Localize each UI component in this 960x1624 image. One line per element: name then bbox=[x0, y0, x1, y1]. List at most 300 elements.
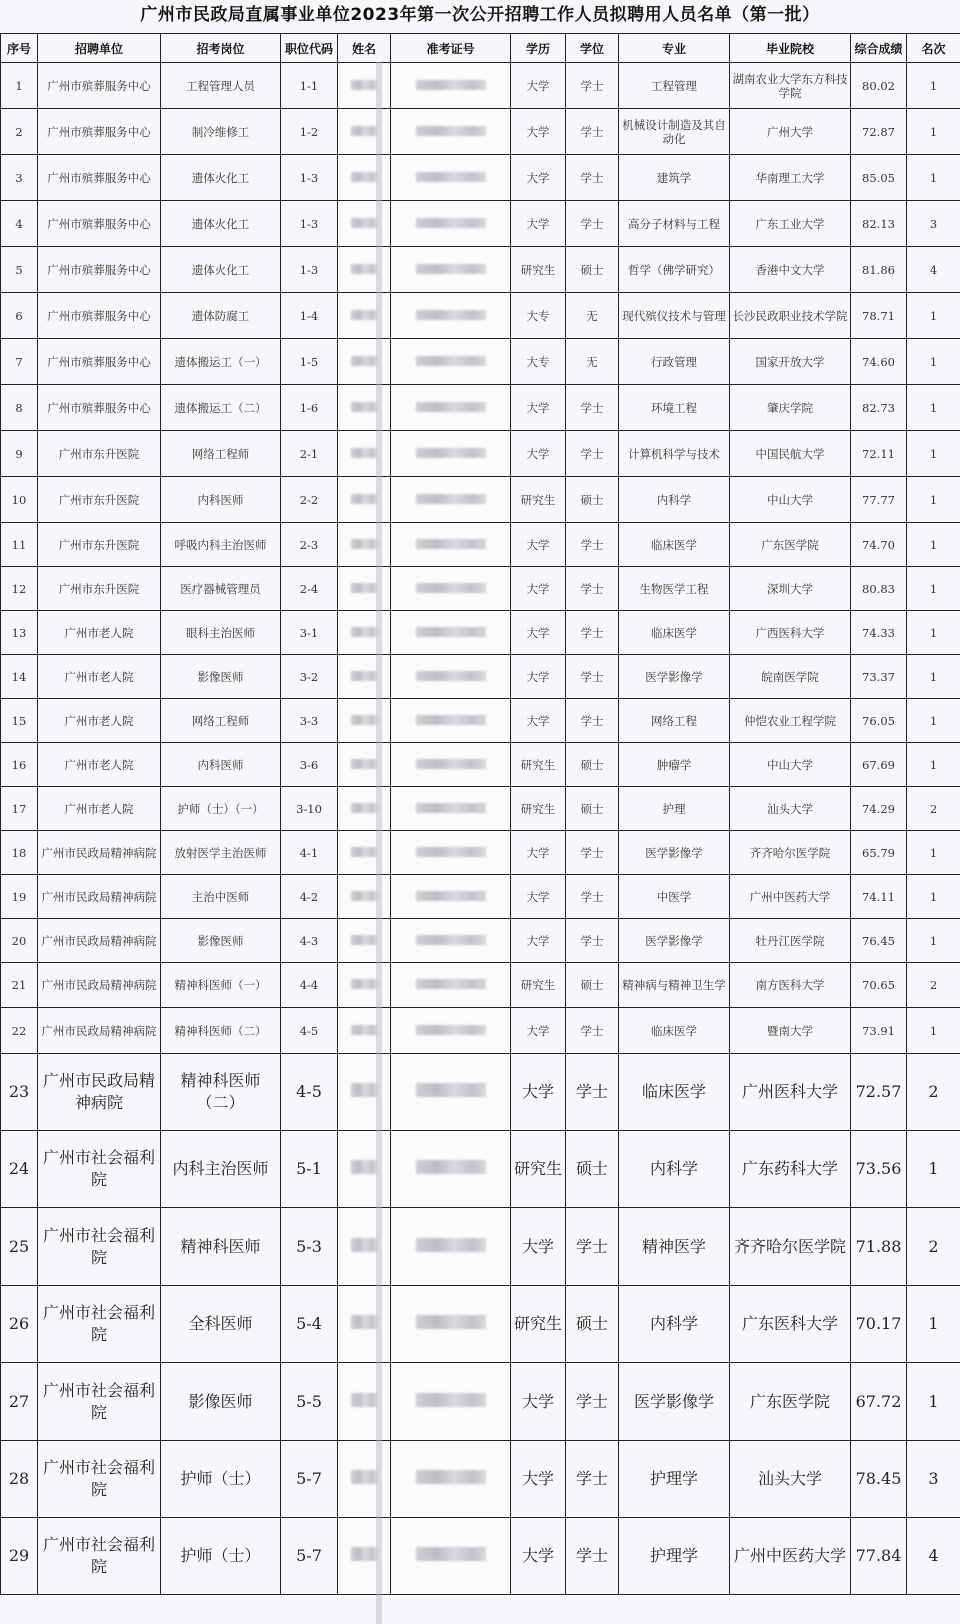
table-row bbox=[1, 523, 960, 567]
degree: 学士 bbox=[566, 523, 619, 567]
composite-score: 76.05 bbox=[851, 699, 907, 743]
recruiting-unit: 广州市老人院 bbox=[38, 611, 161, 655]
major: 医学影像学 bbox=[619, 831, 730, 875]
position: 主治中医师 bbox=[161, 875, 281, 919]
table-row bbox=[1, 293, 960, 339]
position: 精神科医师 bbox=[161, 1208, 281, 1286]
redacted-name-blur bbox=[351, 715, 377, 725]
row-number: 20 bbox=[1, 919, 38, 963]
rank: 1 bbox=[907, 1286, 960, 1363]
composite-score: 65.79 bbox=[851, 831, 907, 875]
position-code: 4-1 bbox=[281, 831, 338, 875]
rank: 1 bbox=[907, 655, 960, 699]
candidate-name bbox=[338, 655, 391, 699]
degree: 硕士 bbox=[566, 1286, 619, 1363]
graduate-school: 华南理工大学 bbox=[730, 155, 851, 201]
redacted-exam-id-blur bbox=[416, 979, 486, 989]
education: 大专 bbox=[511, 339, 566, 385]
rank: 3 bbox=[907, 201, 960, 247]
header-row bbox=[1, 34, 960, 63]
redacted-exam-id-blur bbox=[416, 671, 486, 681]
table-row bbox=[1, 1363, 960, 1441]
degree: 学士 bbox=[566, 201, 619, 247]
redacted-exam-id-blur bbox=[416, 539, 486, 549]
graduate-school: 中山大学 bbox=[730, 743, 851, 787]
exam-number bbox=[391, 63, 511, 109]
col-header-score: 综合成绩 bbox=[851, 34, 907, 63]
redacted-exam-id-blur bbox=[416, 448, 486, 458]
exam-number bbox=[391, 1008, 511, 1054]
exam-number bbox=[391, 477, 511, 523]
row-number: 6 bbox=[1, 293, 38, 339]
major: 中医学 bbox=[619, 875, 730, 919]
candidate-name bbox=[338, 109, 391, 155]
graduate-school: 牡丹江医学院 bbox=[730, 919, 851, 963]
position: 内科主治医师 bbox=[161, 1131, 281, 1208]
redacted-name-blur bbox=[351, 126, 377, 136]
redacted-name-blur bbox=[351, 979, 377, 989]
recruiting-unit: 广州市社会福利院 bbox=[38, 1131, 161, 1208]
exam-number bbox=[391, 919, 511, 963]
candidate-name bbox=[338, 831, 391, 875]
candidate-name bbox=[338, 247, 391, 293]
position: 护师（士）（一） bbox=[161, 787, 281, 831]
rank: 1 bbox=[907, 339, 960, 385]
degree: 无 bbox=[566, 339, 619, 385]
exam-number bbox=[391, 963, 511, 1008]
education: 大学 bbox=[511, 875, 566, 919]
redacted-name-blur bbox=[351, 448, 377, 458]
exam-number bbox=[391, 1441, 511, 1518]
position-code: 1-3 bbox=[281, 247, 338, 293]
recruiting-unit: 广州市殡葬服务中心 bbox=[38, 385, 161, 431]
major: 内科学 bbox=[619, 477, 730, 523]
row-number: 11 bbox=[1, 523, 38, 567]
table-row bbox=[1, 1441, 960, 1518]
row-number: 8 bbox=[1, 385, 38, 431]
recruiting-unit: 广州市殡葬服务中心 bbox=[38, 293, 161, 339]
recruiting-unit: 广州市殡葬服务中心 bbox=[38, 155, 161, 201]
position-code: 3-6 bbox=[281, 743, 338, 787]
candidate-name bbox=[338, 787, 391, 831]
composite-score: 72.11 bbox=[851, 431, 907, 477]
recruiting-unit: 广州市民政局精神病院 bbox=[38, 919, 161, 963]
graduate-school: 皖南医学院 bbox=[730, 655, 851, 699]
education: 研究生 bbox=[511, 1286, 566, 1363]
graduate-school: 广东医学院 bbox=[730, 523, 851, 567]
redacted-name-blur bbox=[351, 935, 377, 945]
education: 大专 bbox=[511, 293, 566, 339]
row-number: 2 bbox=[1, 109, 38, 155]
recruiting-unit: 广州市社会福利院 bbox=[38, 1363, 161, 1441]
rank: 2 bbox=[907, 1208, 960, 1286]
col-header-degree: 学位 bbox=[566, 34, 619, 63]
degree: 学士 bbox=[566, 567, 619, 611]
degree: 学士 bbox=[566, 1441, 619, 1518]
table-row bbox=[1, 339, 960, 385]
redacted-exam-id-blur bbox=[416, 310, 486, 320]
composite-score: 73.37 bbox=[851, 655, 907, 699]
rank: 1 bbox=[907, 155, 960, 201]
redacted-exam-id-blur bbox=[416, 1547, 486, 1561]
rank: 1 bbox=[907, 293, 960, 339]
col-header-rank: 名次 bbox=[907, 34, 960, 63]
row-number: 1 bbox=[1, 63, 38, 109]
education: 大学 bbox=[511, 109, 566, 155]
exam-number bbox=[391, 1363, 511, 1441]
hiring-list-table bbox=[0, 33, 960, 1595]
position-code: 3-2 bbox=[281, 655, 338, 699]
recruiting-unit: 广州市民政局精神病院 bbox=[38, 1008, 161, 1054]
degree: 学士 bbox=[566, 699, 619, 743]
graduate-school: 广州大学 bbox=[730, 109, 851, 155]
rank: 1 bbox=[907, 831, 960, 875]
rank: 4 bbox=[907, 247, 960, 293]
position: 影像医师 bbox=[161, 655, 281, 699]
graduate-school: 肇庆学院 bbox=[730, 385, 851, 431]
candidate-name bbox=[338, 1054, 391, 1131]
row-number: 24 bbox=[1, 1131, 38, 1208]
redacted-exam-id-blur bbox=[416, 627, 486, 637]
composite-score: 77.84 bbox=[851, 1518, 907, 1595]
degree: 学士 bbox=[566, 919, 619, 963]
rank: 1 bbox=[907, 431, 960, 477]
row-number: 15 bbox=[1, 699, 38, 743]
exam-number bbox=[391, 1054, 511, 1131]
degree: 学士 bbox=[566, 63, 619, 109]
composite-score: 78.71 bbox=[851, 293, 907, 339]
col-header-no: 序号 bbox=[1, 34, 38, 63]
exam-number bbox=[391, 523, 511, 567]
position-code: 5-5 bbox=[281, 1363, 338, 1441]
degree: 学士 bbox=[566, 1054, 619, 1131]
degree: 硕士 bbox=[566, 477, 619, 523]
position: 呼吸内科主治医师 bbox=[161, 523, 281, 567]
graduate-school: 深圳大学 bbox=[730, 567, 851, 611]
rank: 1 bbox=[907, 919, 960, 963]
composite-score: 81.86 bbox=[851, 247, 907, 293]
degree: 硕士 bbox=[566, 963, 619, 1008]
redacted-exam-id-blur bbox=[416, 1083, 486, 1097]
position-code: 1-3 bbox=[281, 155, 338, 201]
redacted-name-blur bbox=[351, 891, 377, 901]
candidate-name bbox=[338, 919, 391, 963]
composite-score: 72.87 bbox=[851, 109, 907, 155]
recruiting-unit: 广州市东升医院 bbox=[38, 567, 161, 611]
major: 临床医学 bbox=[619, 1054, 730, 1131]
exam-number bbox=[391, 1131, 511, 1208]
table-row bbox=[1, 831, 960, 875]
education: 大学 bbox=[511, 655, 566, 699]
education: 大学 bbox=[511, 1054, 566, 1131]
degree: 学士 bbox=[566, 831, 619, 875]
major: 机械设计制造及其自动化 bbox=[619, 109, 730, 155]
position-code: 1-5 bbox=[281, 339, 338, 385]
candidate-name bbox=[338, 155, 391, 201]
position-code: 3-3 bbox=[281, 699, 338, 743]
rank: 4 bbox=[907, 1518, 960, 1595]
composite-score: 74.29 bbox=[851, 787, 907, 831]
rank: 1 bbox=[907, 523, 960, 567]
candidate-name bbox=[338, 611, 391, 655]
rank: 1 bbox=[907, 63, 960, 109]
graduate-school: 广东药科大学 bbox=[730, 1131, 851, 1208]
position: 遗体火化工 bbox=[161, 247, 281, 293]
degree: 学士 bbox=[566, 109, 619, 155]
degree: 硕士 bbox=[566, 247, 619, 293]
candidate-name bbox=[338, 477, 391, 523]
row-number: 14 bbox=[1, 655, 38, 699]
position: 网络工程师 bbox=[161, 699, 281, 743]
position: 放射医学主治医师 bbox=[161, 831, 281, 875]
exam-number bbox=[391, 567, 511, 611]
education: 大学 bbox=[511, 1208, 566, 1286]
position: 护师（士） bbox=[161, 1518, 281, 1595]
position: 医疗器械管理员 bbox=[161, 567, 281, 611]
education: 大学 bbox=[511, 523, 566, 567]
table-row bbox=[1, 155, 960, 201]
position-code: 5-3 bbox=[281, 1208, 338, 1286]
row-number: 22 bbox=[1, 1008, 38, 1054]
rank: 1 bbox=[907, 699, 960, 743]
recruiting-unit: 广州市民政局精神病院 bbox=[38, 831, 161, 875]
recruiting-unit: 广州市老人院 bbox=[38, 699, 161, 743]
education: 大学 bbox=[511, 155, 566, 201]
candidate-name bbox=[338, 63, 391, 109]
education: 研究生 bbox=[511, 247, 566, 293]
position: 全科医师 bbox=[161, 1286, 281, 1363]
graduate-school: 仲恺农业工程学院 bbox=[730, 699, 851, 743]
table-row bbox=[1, 1208, 960, 1286]
position: 遗体搬运工（一） bbox=[161, 339, 281, 385]
degree: 学士 bbox=[566, 431, 619, 477]
recruiting-unit: 广州市社会福利院 bbox=[38, 1208, 161, 1286]
exam-number bbox=[391, 1208, 511, 1286]
education: 研究生 bbox=[511, 743, 566, 787]
education: 大学 bbox=[511, 831, 566, 875]
candidate-name bbox=[338, 385, 391, 431]
rank: 1 bbox=[907, 477, 960, 523]
row-number: 3 bbox=[1, 155, 38, 201]
redacted-name-blur bbox=[351, 847, 377, 857]
exam-number bbox=[391, 655, 511, 699]
position: 遗体火化工 bbox=[161, 201, 281, 247]
recruiting-unit: 广州市老人院 bbox=[38, 655, 161, 699]
graduate-school: 中山大学 bbox=[730, 477, 851, 523]
table-row bbox=[1, 477, 960, 523]
major: 精神医学 bbox=[619, 1208, 730, 1286]
composite-score: 70.17 bbox=[851, 1286, 907, 1363]
education: 大学 bbox=[511, 201, 566, 247]
rank: 1 bbox=[907, 1363, 960, 1441]
recruiting-unit: 广州市社会福利院 bbox=[38, 1518, 161, 1595]
position: 内科医师 bbox=[161, 477, 281, 523]
recruiting-unit: 广州市社会福利院 bbox=[38, 1441, 161, 1518]
position: 精神科医师（二） bbox=[161, 1054, 281, 1131]
composite-score: 74.60 bbox=[851, 339, 907, 385]
redacted-name-blur bbox=[351, 356, 377, 366]
recruiting-unit: 广州市东升医院 bbox=[38, 431, 161, 477]
major: 内科学 bbox=[619, 1131, 730, 1208]
redacted-name-blur bbox=[351, 1315, 377, 1329]
candidate-name bbox=[338, 1363, 391, 1441]
recruiting-unit: 广州市社会福利院 bbox=[38, 1286, 161, 1363]
position-code: 4-2 bbox=[281, 875, 338, 919]
redacted-exam-id-blur bbox=[416, 1470, 486, 1484]
composite-score: 74.11 bbox=[851, 875, 907, 919]
degree: 硕士 bbox=[566, 1131, 619, 1208]
exam-number bbox=[391, 247, 511, 293]
redacted-exam-id-blur bbox=[416, 1025, 486, 1035]
row-number: 26 bbox=[1, 1286, 38, 1363]
candidate-name bbox=[338, 1008, 391, 1054]
graduate-school: 汕头大学 bbox=[730, 1441, 851, 1518]
col-header-major: 专业 bbox=[619, 34, 730, 63]
redacted-name-blur bbox=[351, 1470, 377, 1484]
education: 大学 bbox=[511, 1518, 566, 1595]
position-code: 5-1 bbox=[281, 1131, 338, 1208]
col-header-school: 毕业院校 bbox=[730, 34, 851, 63]
education: 大学 bbox=[511, 611, 566, 655]
redacted-name-blur bbox=[351, 310, 377, 320]
major: 现代殡仪技术与管理 bbox=[619, 293, 730, 339]
exam-number bbox=[391, 1518, 511, 1595]
exam-number bbox=[391, 743, 511, 787]
redacted-exam-id-blur bbox=[416, 715, 486, 725]
redacted-name-blur bbox=[351, 494, 377, 504]
position: 影像医师 bbox=[161, 1363, 281, 1441]
redacted-exam-id-blur bbox=[416, 583, 486, 593]
candidate-name bbox=[338, 963, 391, 1008]
education: 大学 bbox=[511, 1008, 566, 1054]
education: 研究生 bbox=[511, 477, 566, 523]
position-code: 2-3 bbox=[281, 523, 338, 567]
row-number: 7 bbox=[1, 339, 38, 385]
composite-score: 80.83 bbox=[851, 567, 907, 611]
row-number: 18 bbox=[1, 831, 38, 875]
rank: 1 bbox=[907, 611, 960, 655]
table-row bbox=[1, 919, 960, 963]
recruiting-unit: 广州市民政局精神病院 bbox=[38, 875, 161, 919]
exam-number bbox=[391, 699, 511, 743]
degree: 学士 bbox=[566, 1363, 619, 1441]
exam-number bbox=[391, 385, 511, 431]
education: 大学 bbox=[511, 431, 566, 477]
position-code: 2-2 bbox=[281, 477, 338, 523]
col-header-education: 学历 bbox=[511, 34, 566, 63]
rank: 1 bbox=[907, 743, 960, 787]
row-number: 27 bbox=[1, 1363, 38, 1441]
composite-score: 72.57 bbox=[851, 1054, 907, 1131]
major: 高分子材料与工程 bbox=[619, 201, 730, 247]
graduate-school: 广东工业大学 bbox=[730, 201, 851, 247]
composite-score: 74.70 bbox=[851, 523, 907, 567]
exam-number bbox=[391, 293, 511, 339]
degree: 硕士 bbox=[566, 743, 619, 787]
degree: 学士 bbox=[566, 155, 619, 201]
table-row bbox=[1, 655, 960, 699]
major: 哲学（佛学研究） bbox=[619, 247, 730, 293]
position-code: 2-1 bbox=[281, 431, 338, 477]
candidate-name bbox=[338, 201, 391, 247]
table-row bbox=[1, 699, 960, 743]
position-code: 1-4 bbox=[281, 293, 338, 339]
composite-score: 73.56 bbox=[851, 1131, 907, 1208]
composite-score: 82.13 bbox=[851, 201, 907, 247]
rank: 3 bbox=[907, 1441, 960, 1518]
redacted-name-blur bbox=[351, 671, 377, 681]
recruiting-unit: 广州市殡葬服务中心 bbox=[38, 63, 161, 109]
col-header-exam-id: 准考证号 bbox=[391, 34, 511, 63]
graduate-school: 广东医科大学 bbox=[730, 1286, 851, 1363]
major: 工程管理 bbox=[619, 63, 730, 109]
major: 生物医学工程 bbox=[619, 567, 730, 611]
position-code: 5-7 bbox=[281, 1441, 338, 1518]
row-number: 29 bbox=[1, 1518, 38, 1595]
recruiting-unit: 广州市东升医院 bbox=[38, 523, 161, 567]
composite-score: 73.91 bbox=[851, 1008, 907, 1054]
table-row bbox=[1, 611, 960, 655]
position: 影像医师 bbox=[161, 919, 281, 963]
candidate-name bbox=[338, 431, 391, 477]
redacted-name-blur bbox=[351, 759, 377, 769]
position-code: 5-7 bbox=[281, 1518, 338, 1595]
redacted-exam-id-blur bbox=[416, 218, 486, 228]
redacted-name-blur bbox=[351, 80, 377, 90]
position: 制冷维修工 bbox=[161, 109, 281, 155]
redacted-exam-id-blur bbox=[416, 264, 486, 274]
row-number: 28 bbox=[1, 1441, 38, 1518]
table-row bbox=[1, 963, 960, 1008]
table-row bbox=[1, 247, 960, 293]
position-code: 3-10 bbox=[281, 787, 338, 831]
table-row bbox=[1, 431, 960, 477]
position: 工程管理人员 bbox=[161, 63, 281, 109]
rank: 1 bbox=[907, 385, 960, 431]
recruiting-unit: 广州市东升医院 bbox=[38, 477, 161, 523]
exam-number bbox=[391, 1286, 511, 1363]
col-header-code: 职位代码 bbox=[281, 34, 338, 63]
degree: 学士 bbox=[566, 1208, 619, 1286]
major: 医学影像学 bbox=[619, 919, 730, 963]
redacted-exam-id-blur bbox=[416, 847, 486, 857]
redacted-exam-id-blur bbox=[416, 80, 486, 90]
education: 研究生 bbox=[511, 963, 566, 1008]
exam-number bbox=[391, 431, 511, 477]
education: 大学 bbox=[511, 385, 566, 431]
candidate-name bbox=[338, 875, 391, 919]
row-number: 4 bbox=[1, 201, 38, 247]
table-row bbox=[1, 201, 960, 247]
major: 内科学 bbox=[619, 1286, 730, 1363]
major: 医学影像学 bbox=[619, 655, 730, 699]
composite-score: 70.65 bbox=[851, 963, 907, 1008]
education: 大学 bbox=[511, 1363, 566, 1441]
graduate-school: 广州中医药大学 bbox=[730, 1518, 851, 1595]
table-row bbox=[1, 109, 960, 155]
recruiting-unit: 广州市殡葬服务中心 bbox=[38, 247, 161, 293]
redacted-name-blur bbox=[351, 1393, 377, 1407]
position: 遗体防腐工 bbox=[161, 293, 281, 339]
position-code: 4-4 bbox=[281, 963, 338, 1008]
candidate-name bbox=[338, 293, 391, 339]
rank: 1 bbox=[907, 1131, 960, 1208]
position-code: 2-4 bbox=[281, 567, 338, 611]
table-row bbox=[1, 63, 960, 109]
candidate-name bbox=[338, 1441, 391, 1518]
row-number: 17 bbox=[1, 787, 38, 831]
redacted-name-blur bbox=[351, 1160, 377, 1174]
